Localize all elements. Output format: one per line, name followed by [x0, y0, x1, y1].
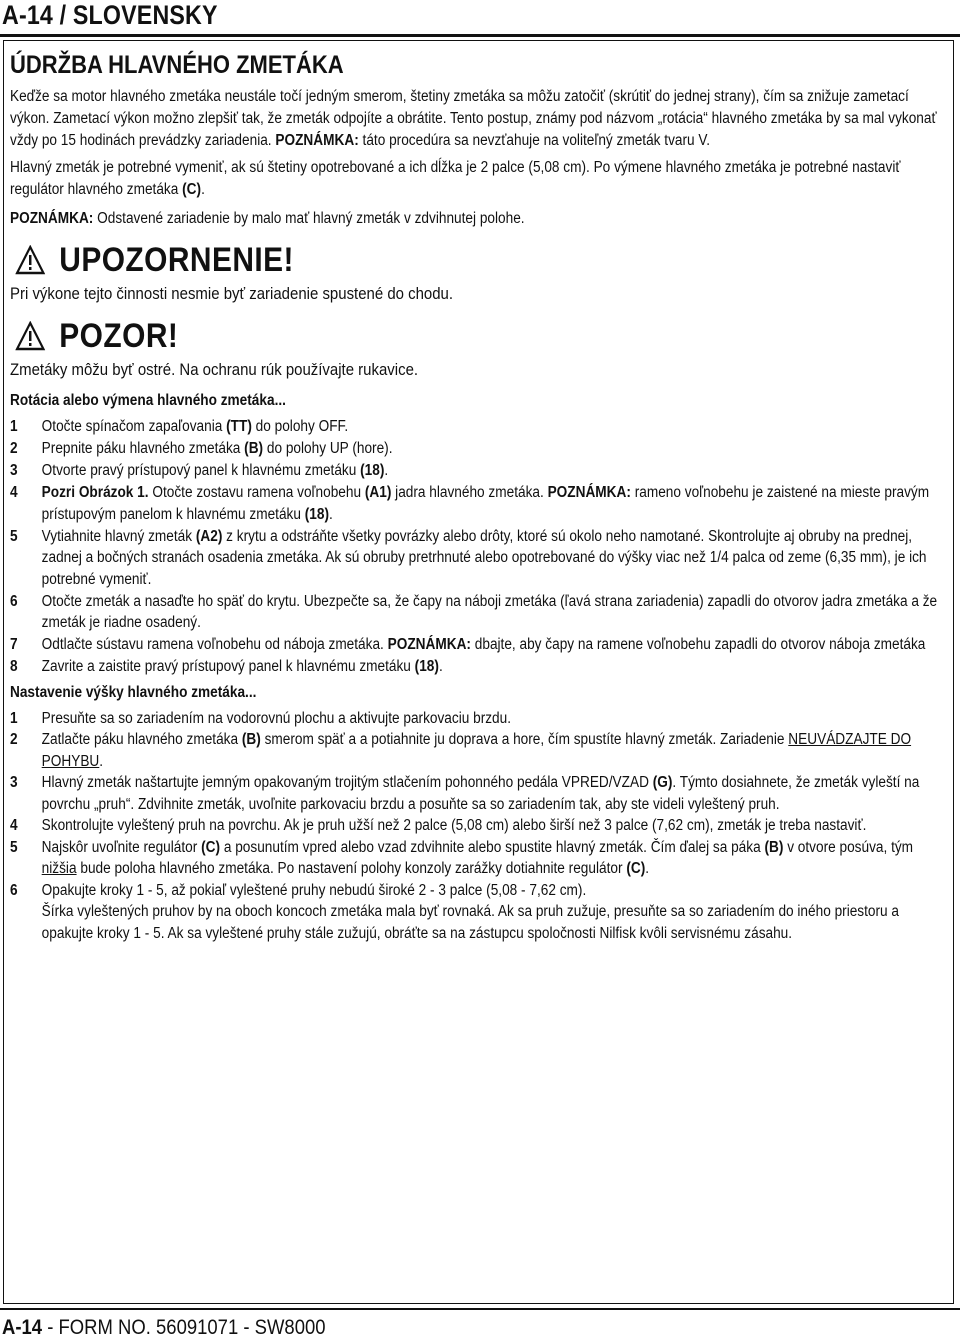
step-text: do polohy OFF. — [251, 418, 349, 435]
step-text: Prepnite páku hlavného zmetáka — [41, 440, 245, 457]
note-label: POZNÁMKA: — [275, 132, 359, 149]
step-number: 2 — [10, 731, 18, 748]
step-text: Presuňte sa so zariadením na vodorovnú plochu a aktivujte parkovaciu brzdu. — [41, 709, 512, 727]
step-number: 4 — [10, 817, 18, 834]
warning-text: Pri výkone tejto činnosti nesmie byť zariadenie spustené do chodu. — [10, 284, 454, 303]
ref-label: (A2) — [195, 527, 223, 545]
replace-text-end: . — [201, 181, 205, 198]
ref-label: (G) — [652, 774, 673, 791]
step-text: z krytu a odstráňte všetky povrázky alebo drôty, ktoré sú okolo neho namotané. Skontrolujte aj obruby na prednej, zadnej a bočných stranách osadenia zmetáka. Ak sú obruby pretrhnuté alebo opotrebované do výšky viac než 1/4 palca od zeme (6,35 mm), je ich potrebné vymeniť. — [41, 527, 927, 588]
footer-page-number: A-14 — [2, 1316, 43, 1339]
step-text: . — [645, 860, 650, 877]
ref-label: (C) — [201, 838, 221, 856]
step-number: 5 — [10, 527, 18, 545]
step-number: 3 — [10, 462, 18, 479]
note-label: POZNÁMKA: — [547, 484, 631, 501]
step-number: 3 — [10, 774, 18, 791]
replace-text: Hlavný zmeták je potrebné vymeniť, ak sú štetiny opotrebované a ich dĺžka je 2 palce (5,08 cm). Po výmene hlavného zmetáka je potrebné nastaviť regulátor hlavného zmetáka — [10, 159, 901, 198]
list-item — [10, 438, 950, 460]
ref-label: (TT) — [226, 418, 252, 435]
ref-label: (B) — [764, 838, 784, 856]
step-text: v otvore posúva, tým — [783, 838, 914, 856]
list-item — [10, 591, 950, 634]
step-number: 6 — [10, 881, 18, 899]
step-number: 7 — [10, 636, 18, 653]
step-text: Vytiahnite hlavný zmeták — [41, 527, 196, 545]
intro-text: Keďže sa motor hlavného zmetáka neustále točí jedným smerom, štetiny zmetáka sa môžu zatočiť (skrútiť do jednej strany), čím sa znižuje zametací výkon. Zametací výkon možno zlepšiť tak, že zmeták odpojíte a obrátite. Tento postup, známy pod názvom „rotácia“ hlavného zmetáka by sa mal vykonať vždy po 15 hodinách prevádzky zariadenia. — [10, 88, 937, 149]
step-text: . — [384, 462, 389, 479]
list-item — [10, 880, 950, 945]
step-text: . — [329, 505, 333, 523]
note-label: POZNÁMKA: — [10, 210, 94, 227]
step-text: Zatlačte páku hlavného zmetáka — [41, 731, 242, 748]
ref-label: (B) — [241, 731, 261, 748]
list-item — [10, 482, 950, 525]
header-rule — [0, 34, 960, 37]
emphasis-text: NEUVÁDZAJTE DO POHYBU — [41, 731, 912, 770]
content-body — [10, 50, 950, 944]
step-number: 1 — [10, 709, 18, 727]
intro-paragraph-rotation — [10, 86, 950, 152]
list-item — [10, 729, 950, 772]
step-number: 6 — [10, 592, 18, 610]
step-text: Otočte zostavu ramena voľnobehu — [148, 484, 365, 501]
step-text: a posunutím vpred alebo vzad zdvihnite alebo spustite hlavný zmeták. Čím ďalej sa páka — [220, 838, 765, 856]
step-number: 2 — [10, 440, 18, 457]
list-item — [10, 460, 950, 482]
warning-triangle-icon — [15, 321, 45, 351]
figure-ref: Pozri Obrázok 1. — [41, 484, 149, 501]
footer-form-number: - FORM NO. 56091071 - SW8000 — [42, 1316, 326, 1339]
step-text: Skontrolujte vyleštený pruh na povrchu. Ak je pruh užší než 2 palce (5,08 cm) alebo širší než 3 palce (7,62 cm), zmeták je treba nastaviť. — [41, 817, 867, 834]
step-text: Šírka vyleštených pruhov by na oboch koncoch zmetáka mala byť rovnaká. Ak sa pruh zužuje, presuňte sa so zariadením do iného priestoru a opakujte kroky 1 - 5. Ak sa vyleštené pruhy stále zužujú, obráťte sa na zástupcu spoločnosti Nilfisk kvôli servisnému zásahu. — [41, 903, 900, 942]
section-title: ÚDRŽBA HLAVNÉHO ZMETÁKA — [10, 51, 344, 79]
step-text: Otočte zmeták a nasaďte ho späť do krytu. Ubezpečte sa, že čapy na náboji zmetáka (ľavá strana zariadenia) zapadli do otvorov jadra zmetáka a že zmeták je riadne osadený. — [41, 592, 938, 631]
ref-label: (18) — [414, 658, 439, 675]
caution-title: POZOR! — [59, 316, 179, 355]
note-label: POZNÁMKA: — [387, 636, 471, 653]
list-item — [10, 416, 950, 438]
step-number: 8 — [10, 658, 18, 675]
caution-text: Zmetáky môžu byť ostré. Na ochranu rúk používajte rukavice. — [10, 360, 419, 379]
page-footer — [2, 1316, 326, 1340]
list-item — [10, 634, 950, 656]
caution-heading — [10, 314, 950, 358]
step-text: Zavrite a zaistite pravý prístupový panel k hlavnému zmetáku — [41, 658, 415, 675]
step-text: do polohy UP (hore). — [263, 440, 393, 457]
list-item — [10, 656, 950, 678]
step-text: jadra hlavného zmetáka. — [391, 484, 548, 501]
ref-label: (C) — [182, 181, 202, 198]
step-number: 4 — [10, 484, 18, 501]
footer-rule — [0, 1308, 960, 1310]
note-text: Odstavené zariadenie by malo mať hlavný zmeták v zdvihnutej polohe. — [93, 210, 525, 227]
step-text: . — [99, 752, 104, 770]
step-text: Najskôr uvoľnite regulátor — [41, 838, 202, 856]
height-steps — [10, 708, 950, 945]
step-text: Opakujte kroky 1 - 5, až pokiaľ vyleštené pruhy nebudú široké 2 - 3 palce (5,08 - 7,62 cm). — [41, 881, 587, 899]
height-heading: Nastavenie výšky hlavného zmetáka... — [10, 683, 257, 701]
step-text: rameno voľnobehu je zaistené na mieste pravým prístupovým panelom k hlavnému zmetáku — [41, 484, 930, 523]
ref-label: (A1) — [364, 484, 392, 501]
ref-label: (18) — [304, 505, 330, 523]
step-text: Otvorte pravý prístupový panel k hlavnému zmetáku — [41, 462, 361, 479]
note-text: táto procedúra sa nevzťahuje na voliteľný zmeták tvaru V. — [358, 132, 711, 149]
warning-title: UPOZORNENIE! — [59, 240, 294, 279]
step-text: Odtlačte sústavu ramena voľnobehu od nábojа zmetáka. — [41, 636, 388, 653]
intro-paragraph-note — [10, 208, 950, 230]
page-header-title: A-14 / SLOVENSKY — [2, 0, 218, 30]
step-text: . — [438, 658, 443, 675]
ref-label: (B) — [244, 440, 264, 457]
step-text: smerom späť a a potiahnite ju doprava a hore, čím spustíte hlavný zmeták. Zariadenie — [260, 731, 789, 748]
warning-heading — [10, 238, 950, 282]
list-item — [10, 837, 950, 880]
step-number: 1 — [10, 418, 18, 435]
list-item — [10, 708, 950, 730]
content — [10, 50, 950, 944]
list-item — [10, 772, 950, 815]
step-text: Hlavný zmeták naštartujte jemným opakovaným trojitým stlačením pohonného pedála VPRED/VZAD — [41, 774, 653, 791]
list-item — [10, 815, 950, 837]
list-item — [10, 526, 950, 591]
step-text: Otočte spínačom zapaľovania — [41, 418, 227, 435]
intro-paragraph-replace — [10, 157, 950, 201]
step-text: dbajte, aby čapy na ramene voľnobehu zapadli do otvorov nábojа zmetáka — [470, 636, 926, 653]
step-text: . Týmto dosiahnete, že zmeták vyleští na povrchu „pruh“. Zdvihnite zmeták, uvoľnite parkovaciu brzdu a posuňte sa so zariadením tak, aby ste videli vyleštený pruh. — [41, 774, 920, 813]
rotation-steps — [10, 416, 950, 678]
emphasis-text: nižšia — [41, 860, 77, 877]
ref-label: (18) — [360, 462, 385, 479]
ref-label: (C) — [626, 860, 646, 877]
step-text: bude poloha hlavného zmetáka. Po nastavení polohy konzoly zarážky dotiahnite regulátor — [76, 860, 627, 877]
rotation-heading: Rotácia alebo výmena hlavného zmetáka... — [10, 392, 286, 409]
step-number: 5 — [10, 838, 18, 856]
warning-triangle-icon — [15, 245, 45, 275]
